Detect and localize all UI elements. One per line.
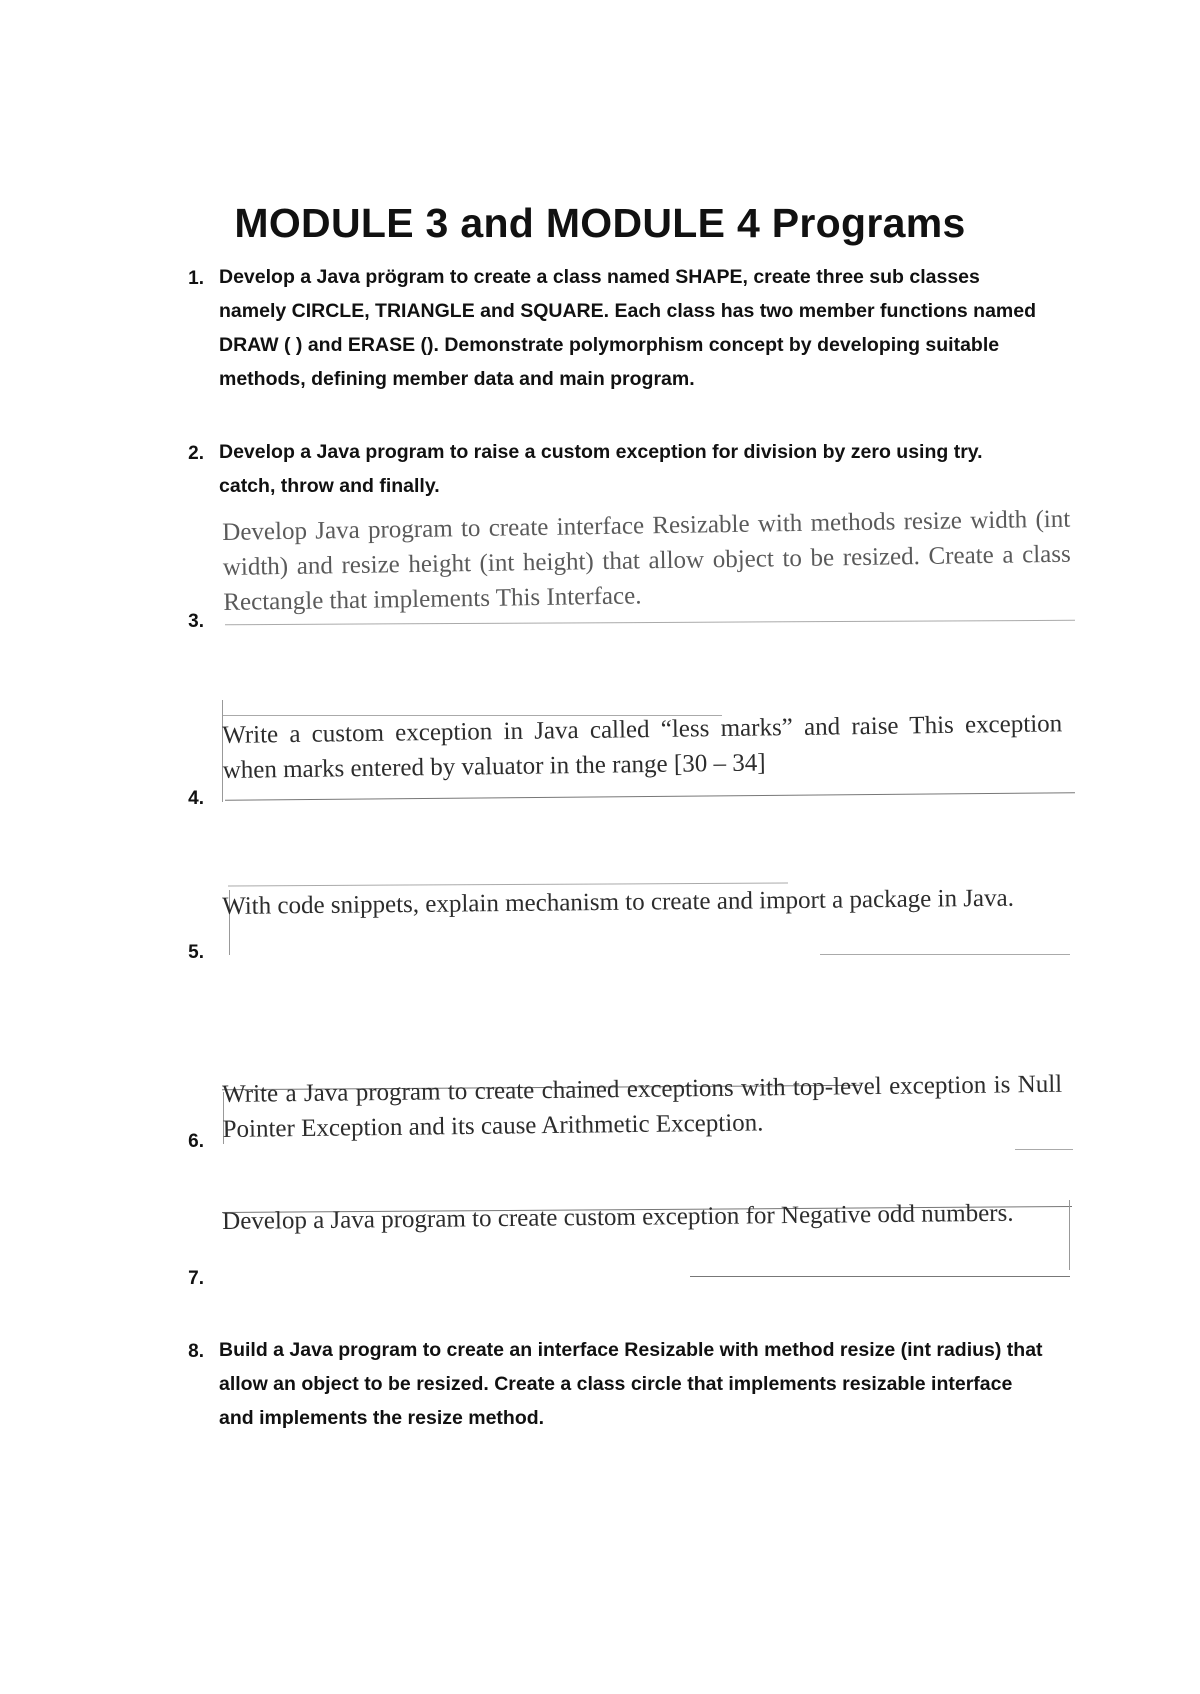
- question-7-text: Develop a Java program to create custom exception for Negative odd numbers.: [222, 1199, 1014, 1235]
- question-6-number: 6.: [188, 1131, 204, 1152]
- question-4-number: 4.: [188, 788, 204, 809]
- question-4-clip-bottom-edge: [225, 792, 1075, 800]
- question-5-number: 5.: [188, 942, 204, 963]
- question-5-text: With code snippets, explain mechanism to create and import a package in Java.: [222, 884, 1015, 920]
- question-1-text: Develop a Java prögram to create a class named SHAPE, create three sub classes namely CIRCLE, TRIANGLE and SQUARE. Each class has two member functions named DRAW ( ) and ERASE (). Demonstrate polymorphism concept by developing suitable methods, defining member data and main program.: [219, 266, 1037, 390]
- question-7-number: 7.: [188, 1268, 204, 1289]
- question-7-clip-side-edge: [1069, 1200, 1070, 1270]
- question-3-number: 3.: [188, 611, 204, 632]
- question-8-text: Build a Java program to create an interface Resizable with method resize (int radius) that allow an object to be resized. Create a class circle that implements resizable interface and implements the resize method.: [219, 1339, 1043, 1429]
- question-3-clip-edge: [225, 620, 1075, 625]
- question-6-clip-bottom-edge: [1015, 1149, 1073, 1150]
- question-5-clip-bottom-edge: [820, 954, 1070, 955]
- question-4-text: Write a custom exception in Java called “less marks” and raise This exception when marks entered by valuator in the range [30 – 34]: [222, 710, 1063, 784]
- question-2-text: Develop a Java program to raise a custom exception for division by zero using try. catch, throw and finally.: [219, 441, 983, 497]
- page-title: MODULE 3 and MODULE 4 Programs: [234, 200, 966, 246]
- question-6-text: Write a Java program to create chained exceptions with top-level exception is Null Pointer Exception and its cause Arithmetic Exception.: [222, 1070, 1063, 1143]
- question-3-text: Develop Java program to create interface Resizable with methods resize width (int width) and resize height (int height) that allow object to be resized. Create a class Rectangle that implements This Interface.: [222, 505, 1071, 616]
- question-8-number: 8.: [188, 1341, 204, 1362]
- question-1-number: 1.: [188, 268, 204, 289]
- question-2-number: 2.: [188, 443, 204, 464]
- question-7-clip-bottom-edge: [690, 1276, 1070, 1277]
